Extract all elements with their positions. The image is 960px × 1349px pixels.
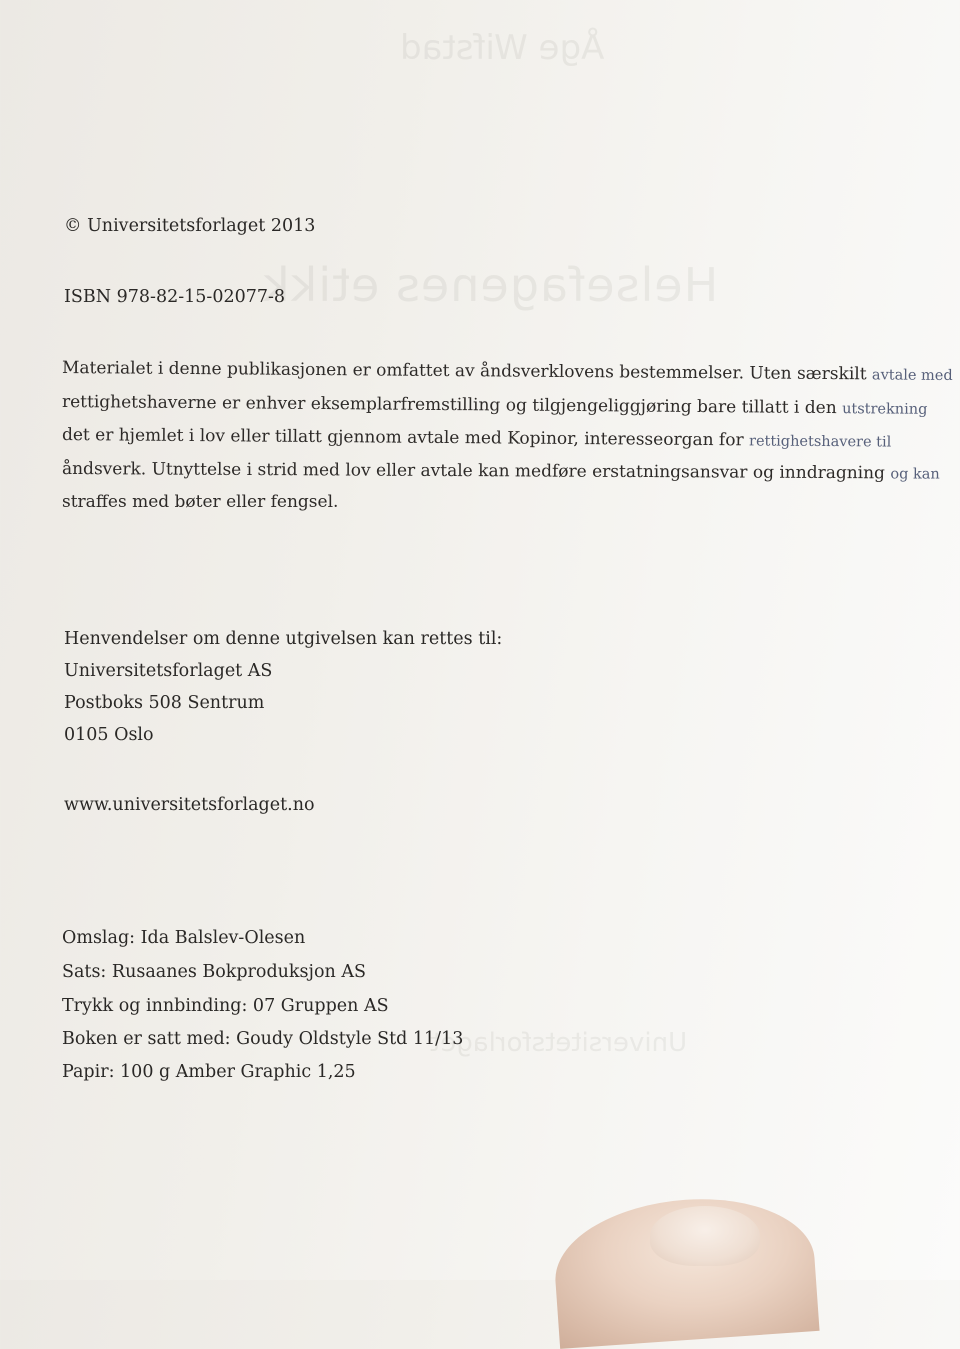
credit-cover: Omslag: Ida Balslev-Olesen — [62, 928, 306, 948]
rights-paragraph — [61, 352, 953, 519]
fingernail — [650, 1206, 760, 1266]
rights-line-3: det er hjemlet i lov eller tillatt gjennom avtale med Kopinor, interesseorgan for rettighetshavere til — [61, 425, 892, 451]
credit-font: Boken er satt med: Goudy Oldstyle Std 11/13 — [62, 1029, 464, 1049]
credit-printing: Trykk og innbinding: 07 Gruppen AS — [62, 996, 389, 1016]
isbn-line: ISBN 978-82-15-02077-8 — [64, 287, 286, 307]
contact-address: Postboks 508 Sentrum — [64, 693, 265, 713]
rights-line-5: straffes med bøter eller fengsel. — [62, 492, 339, 512]
rights-line-2: rettighetshaverne er enhver eksemplarfremstilling og tilgjengeliggjøring bare tillatt i den utstrekning — [61, 391, 928, 418]
show-through-title: Helsefagenes etikk — [262, 258, 719, 312]
show-through-author: Åge Wifstad — [400, 28, 605, 68]
credit-typesetting: Sats: Rusaanes Bokproduksjon AS — [62, 962, 366, 982]
website-line: www.universitetsforlaget.no — [64, 795, 315, 815]
contact-name: Universitetsforlaget AS — [64, 661, 273, 681]
rights-line-4: åndsverk. Utnyttelse i strid med lov eller avtale kan medføre erstatningsansvar og inndragning og kan — [61, 458, 940, 483]
copyright-line: © Universitetsforlaget 2013 — [64, 216, 316, 236]
show-through-publisher: Universitetsforlaget — [430, 1028, 688, 1058]
contact-city: 0105 Oslo — [64, 725, 154, 745]
credit-paper: Papir: 100 g Amber Graphic 1,25 — [62, 1062, 356, 1082]
rights-line-1: Materialet i denne publikasjonen er omfattet av åndsverklovens bestemmelser. Uten særskilt avtale med — [61, 358, 953, 385]
contact-intro: Henvendelser om denne utgivelsen kan rettes til: — [64, 629, 503, 649]
